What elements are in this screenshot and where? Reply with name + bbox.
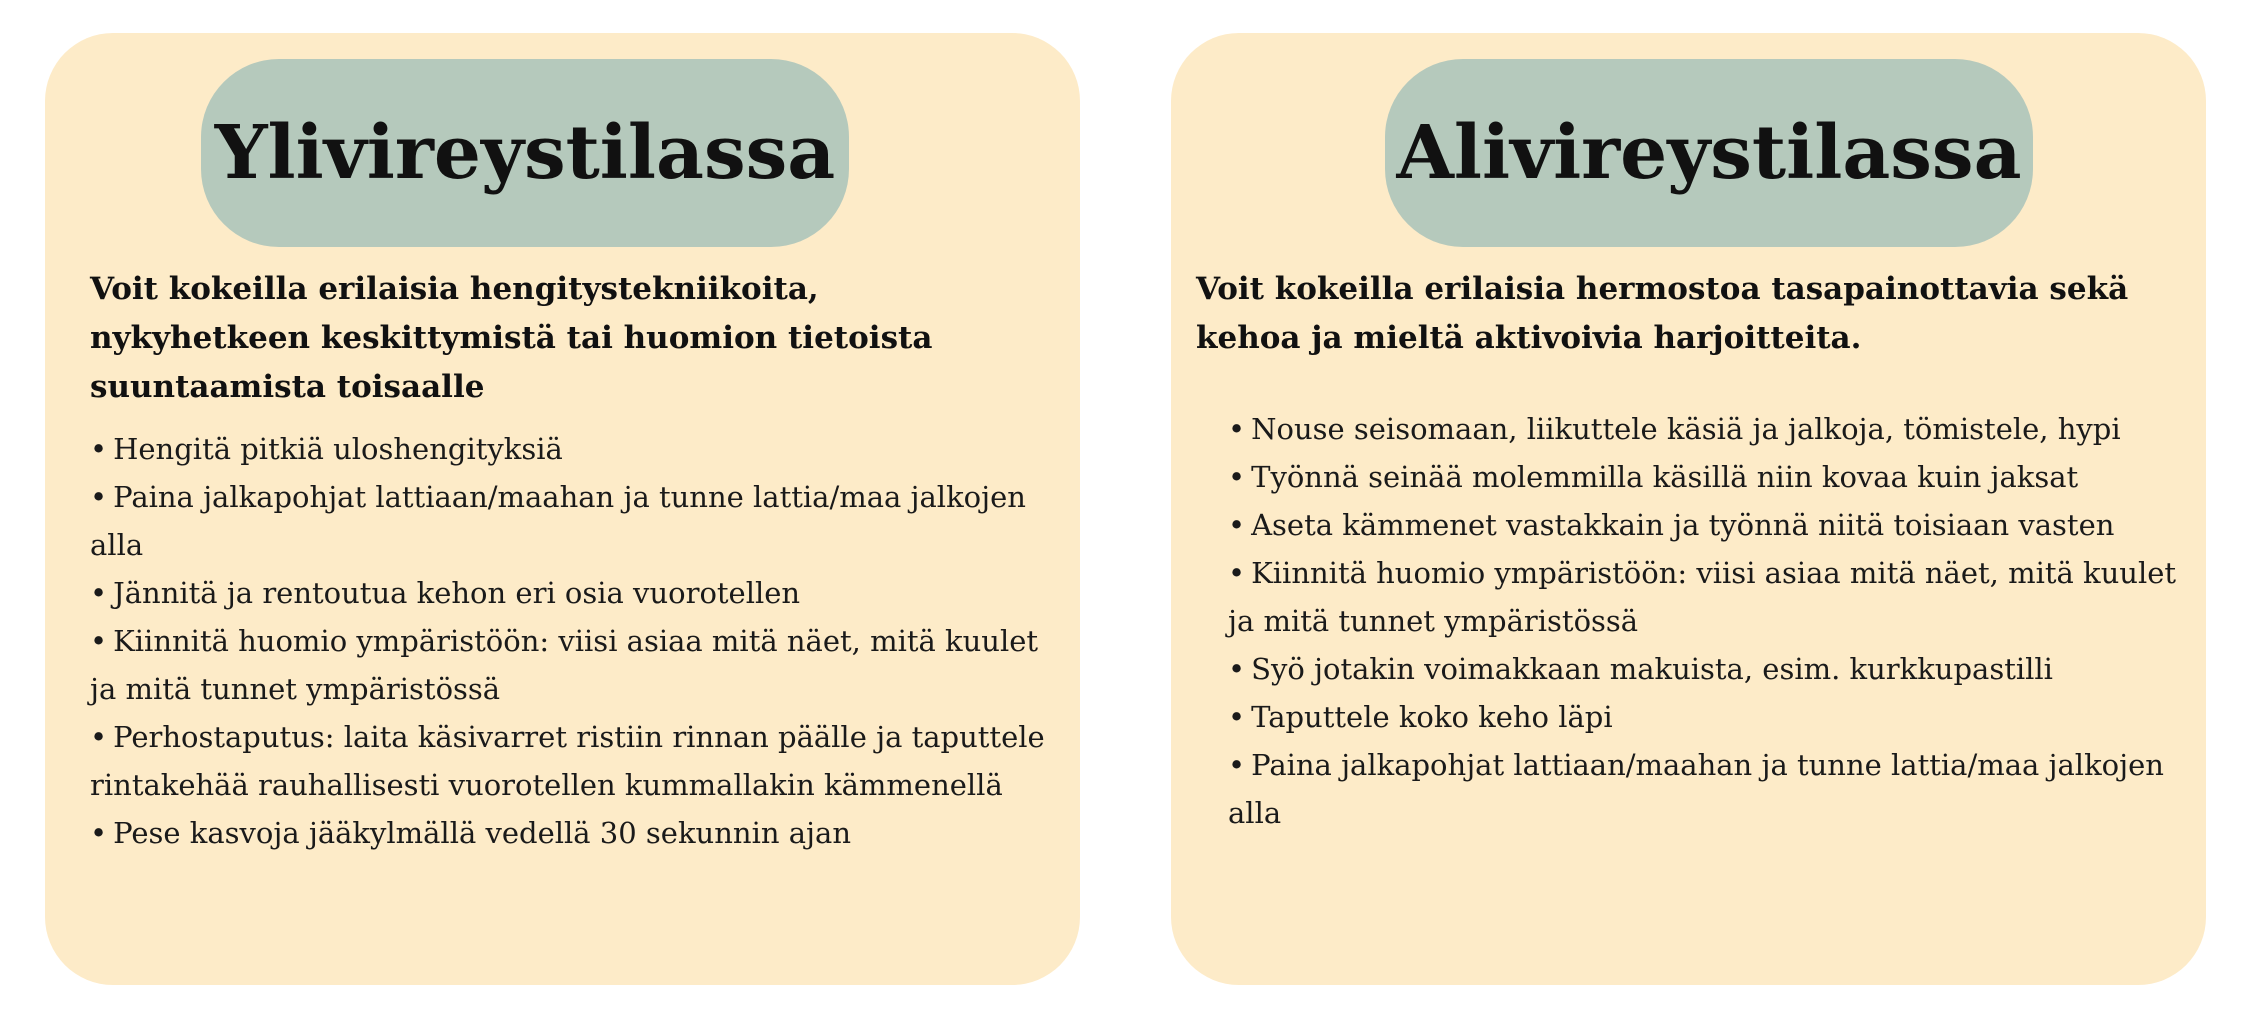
list-item: • Jännitä ja rentoutua kehon eri osia vuorotellen [90, 576, 801, 610]
list-item: • Kiinnitä huomio ympäristöön: viisi asiaa mitä näet, mitä kuulet ja mitä tunnet ympäristössä [1228, 556, 2177, 638]
list-item: • Kiinnitä huomio ympäristöön: viisi asiaa mitä näet, mitä kuulet ja mitä tunnet ympäristössä [90, 624, 1039, 706]
card-title: Ylivireystilassa [214, 110, 836, 196]
list-item: • Nouse seisomaan, liikuttele käsiä ja jalkoja, tömistele, hypi [1228, 412, 2121, 446]
bullet-list [90, 425, 1070, 857]
card-title: Alivireystilassa [1396, 110, 2022, 196]
list-item: • Työnnä seinää molemmilla käsillä niin kovaa kuin jaksat [1228, 460, 2079, 494]
list-item: • Taputtele koko keho läpi [1228, 700, 1613, 734]
card-hyperarousal [45, 33, 1080, 985]
list-item: • Pese kasvoja jääkylmällä vedellä 30 sekunnin ajan [90, 816, 851, 850]
list-item: • Perhostaputus: laita käsivarret ristiin rinnan päälle ja taputtele rintakehää rauhallisesti vuorotellen kummallakin kämmenellä [90, 720, 1045, 802]
title-pill [201, 59, 849, 247]
list-item: • Hengitä pitkiä uloshengityksiä [90, 432, 563, 466]
title-pill [1385, 59, 2033, 247]
list-item: • Paina jalkapohjat lattiaan/maahan ja tunne lattia/maa jalkojen alla [90, 480, 1026, 562]
list-item: • Paina jalkapohjat lattiaan/maahan ja tunne lattia/maa jalkojen alla [1228, 748, 2164, 830]
card-intro: Voit kokeilla erilaisia hermostoa tasapainottavia sekä kehoa ja mieltä aktivoivia harjoitteita. [1196, 271, 2129, 356]
list-item: • Aseta kämmenet vastakkain ja työnnä niitä toisiaan vasten [1228, 508, 2115, 542]
bullet-list [1228, 405, 2188, 837]
card-hypoarousal [1171, 33, 2206, 985]
card-intro: Voit kokeilla erilaisia hengitystekniikoita, nykyhetkeen keskittymistä tai huomion tietoista suuntaamista toisaalle [90, 271, 933, 405]
list-item: • Syö jotakin voimakkaan makuista, esim. kurkkupastilli [1228, 652, 2053, 686]
